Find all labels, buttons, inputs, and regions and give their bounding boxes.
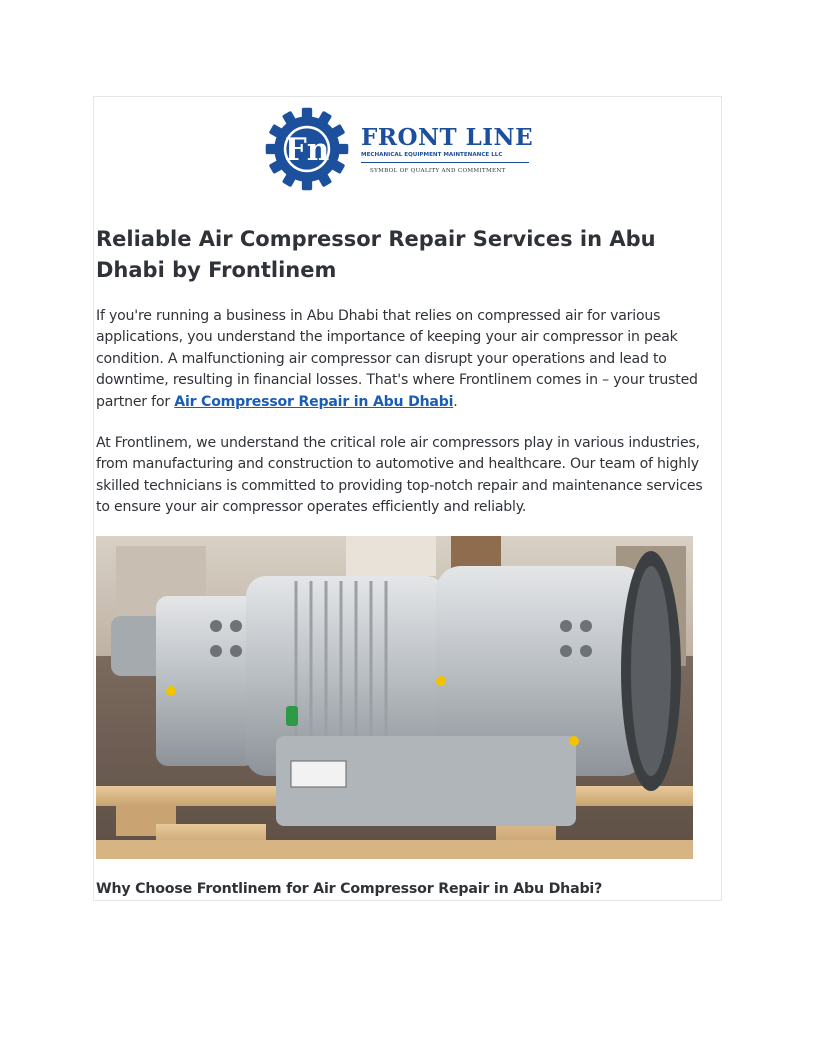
- air-compressor-repair-link[interactable]: Air Compressor Repair in Abu Dhabi: [174, 393, 454, 410]
- intro-paragraph: [96, 306, 720, 413]
- company-logo: [262, 104, 534, 194]
- intro-end: .: [453, 393, 458, 410]
- about-paragraph: At Frontlinem, we understand the critical role air compressors play in various industries, from manufacturing and construction to automotive and healthcare. Our team of highly skilled technicians is committed to providing top-notch repair and maintenance services to ensure your air compressor operates efficiently and reliably.: [96, 435, 703, 516]
- page-title: Reliable Air Compressor Repair Services in Abu Dhabi by Frontlinem: [96, 227, 656, 282]
- section-heading: Why Choose Frontlinem for Air Compressor Repair in Abu Dhabi?: [96, 881, 603, 897]
- logo-tagline: SYMBOL OF QUALITY AND COMMITMENT: [370, 168, 506, 174]
- gear-icon: [264, 106, 350, 192]
- transmission-photo: [96, 536, 693, 859]
- intro-text: If you're running a business in Abu Dhabi that relies on compressed air for various applications, you understand the importance of keeping your air compressor in peak condition. A malfunctioning air compressor can disrupt your operations and lead to downtime, resulting in financial losses. That's where Frontlinem comes in – your trusted partner for: [96, 308, 698, 410]
- svg-text:Fn: Fn: [284, 132, 330, 169]
- logo-name: FRONT LINE: [361, 124, 534, 151]
- logo-subtitle: MECHANICAL EQUIPMENT MAINTENANCE LLC: [361, 152, 503, 158]
- logo-divider: [361, 162, 529, 163]
